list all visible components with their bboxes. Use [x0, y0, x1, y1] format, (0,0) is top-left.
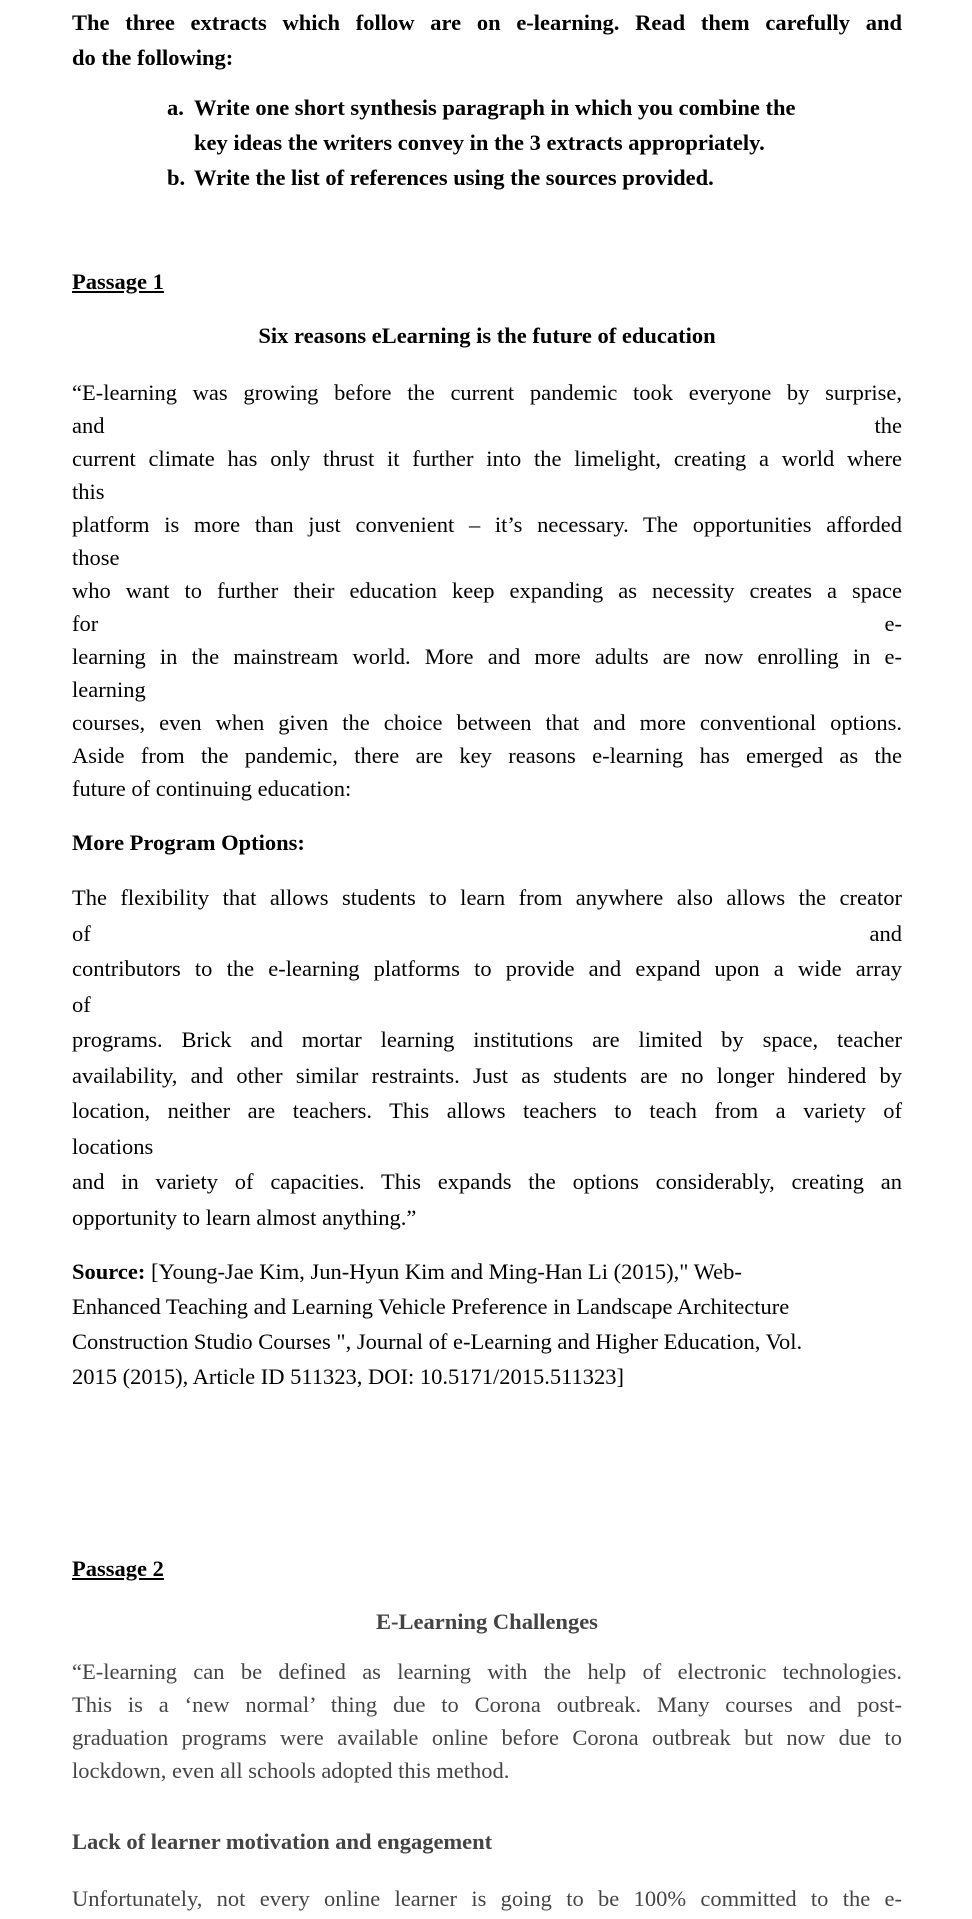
text-line: The flexibility that allows students to learn from anywhere also allows the creator — [72, 885, 902, 910]
passage-1-subheading: More Program Options: — [72, 830, 305, 855]
text-line: future of continuing education: — [72, 776, 352, 801]
text-line: Unfortunately, not every online learner is going to be 100% committed to the e- — [72, 1886, 902, 1911]
text-line: “E-learning was growing before the current pandemic took everyone by surprise, — [72, 380, 902, 405]
source-label: Source: — [72, 1259, 146, 1284]
task-letter: b. — [167, 165, 186, 190]
text-line: current climate has only thrust it further into the limelight, creating a world where — [72, 446, 902, 471]
text-word: of — [72, 920, 91, 946]
text-line: and in variety of capacities. This expands the options considerably, creating an — [72, 1169, 902, 1194]
instructions — [72, 5, 902, 75]
text-line: learning — [72, 677, 146, 702]
text-line — [72, 916, 902, 952]
text-line: This is a ‘new normal’ thing due to Corona outbreak. Many courses and post- — [72, 1692, 902, 1717]
text-line: location, neither are teachers. This allows teachers to teach from a variety of — [72, 1098, 902, 1123]
task-text-line: Write one short synthesis paragraph in which you combine the — [194, 95, 796, 120]
text-line: of — [72, 991, 91, 1017]
text-line: “E-learning can be defined as learning with the help of electronic technologies. — [72, 1659, 902, 1684]
text-word: for — [72, 611, 99, 636]
passage-2-body — [72, 1882, 902, 1915]
passage-2-subheading: Lack of learner motivation and engagement — [72, 1829, 493, 1854]
text-line: those — [72, 545, 120, 570]
source-line: [Young-Jae Kim, Jun-Hyun Kim and Ming-Han Li (2015)," Web- — [150, 1259, 742, 1284]
text-line — [72, 607, 902, 640]
text-line: contributors to the e-learning platforms to provide and expand upon a wide array — [72, 956, 902, 981]
passage-2-intro — [72, 1655, 902, 1787]
passage-2-title: E-Learning Challenges — [376, 1609, 598, 1634]
task-item-a — [167, 90, 847, 160]
task-item-b — [167, 160, 847, 195]
text-line: lockdown, even all schools adopted this method. — [72, 1758, 510, 1783]
source-line: 2015 (2015), Article ID 511323, DOI: 10.5171/2015.511323] — [72, 1364, 625, 1389]
passage-2-label: Passage 2 — [72, 1556, 164, 1581]
text-word: e- — [884, 611, 902, 636]
task-letter: a. — [167, 95, 184, 120]
task-list — [167, 90, 847, 195]
source-line: Construction Studio Courses ", Journal of e-Learning and Higher Education, Vol. — [72, 1329, 803, 1354]
passage-1-title: Six reasons eLearning is the future of education — [258, 323, 716, 348]
text-line: this — [72, 479, 105, 504]
text-line: who want to further their education keep expanding as necessity creates a space — [72, 578, 902, 603]
instructions-line-2: do the following: — [72, 45, 234, 70]
text-line: programs. Brick and mortar learning institutions are limited by space, teacher — [72, 1027, 902, 1052]
passage-1-source — [72, 1254, 902, 1394]
passage-1-label: Passage 1 — [72, 269, 164, 294]
text-line: Aside from the pandemic, there are key reasons e-learning has emerged as the — [72, 743, 902, 768]
text-line: opportunity to learn almost anything.” — [72, 1204, 417, 1230]
text-word: the — [874, 413, 902, 438]
task-text-line: Write the list of references using the sources provided. — [194, 165, 714, 190]
passage-1-body — [72, 880, 902, 1235]
text-line — [72, 409, 902, 442]
instructions-line-1: The three extracts which follow are on e-learning. Read them carefully and — [72, 10, 902, 35]
source-line: Enhanced Teaching and Learning Vehicle Preference in Landscape Architecture — [72, 1294, 790, 1319]
text-word: and — [72, 413, 105, 438]
text-line: learning in the mainstream world. More and more adults are now enrolling in e- — [72, 644, 902, 669]
text-line: graduation programs were available online before Corona outbreak but now due to — [72, 1725, 902, 1750]
passage-1-intro — [72, 376, 902, 805]
task-text-line: key ideas the writers convey in the 3 extracts appropriately. — [194, 130, 765, 155]
text-line: courses, even when given the choice between that and more conventional options. — [72, 710, 902, 735]
text-line: availability, and other similar restraints. Just as students are no longer hindered by — [72, 1062, 902, 1088]
text-word: and — [869, 920, 902, 946]
text-line: locations — [72, 1133, 154, 1159]
text-line: platform is more than just convenient – it’s necessary. The opportunities afforded — [72, 512, 902, 537]
